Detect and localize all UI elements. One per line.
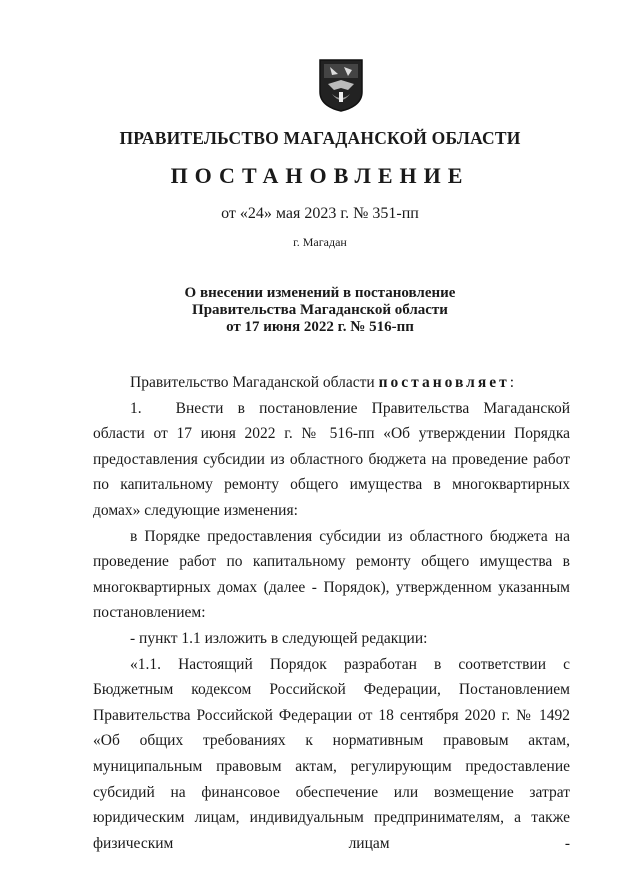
intro-keyword: постановляет (378, 374, 510, 391)
paragraph-3: - пункт 1.1 изложить в следующей редакции: (130, 629, 428, 647)
intro-suffix: : (509, 374, 515, 391)
paragraph-2: в Порядке предоставления субсидии из областного бюджета на проведение работ по капитальному ремонту общего имущества в многоквартирных домах (далее - Порядок), утвержденном указанным постановлением: (93, 527, 570, 622)
document-body (93, 370, 570, 856)
document-type: ПОСТАНОВЛЕНИЕ (170, 163, 470, 188)
intro-prefix: Правительство Магаданской области (130, 374, 379, 391)
title-line-3: от 17 июня 2022 г. № 516-пп (226, 319, 414, 335)
document-date-number: от «24» мая 2023 г. № 351-пп (221, 205, 419, 222)
title-line-2: Правительства Магаданской области (192, 302, 448, 318)
item-1-number: 1. (130, 399, 142, 417)
item-1-paragraph (93, 396, 570, 524)
item-1-text: Внести в постановление Правительства Магаданской области от 17 июня 2022 г. № 516-пп «Об утверждении Порядка предоставления субсидии из областного бюджета на проведение работ по капитальному ремонту общего имущества в многоквартирных домах» следующие изменения: (93, 399, 570, 519)
organization-name: ПРАВИТЕЛЬСТВО МАГАДАНСКОЙ ОБЛАСТИ (119, 128, 521, 148)
coat-of-arms-emblem (318, 58, 364, 112)
document-city: г. Магадан (293, 235, 347, 249)
paragraph-4: «1.1. Настоящий Порядок разработан в соответствии с Бюджетным кодексом Российской Федерации, Постановлением Правительства Российской Федерации от 18 сентября 2020 г. № 1492 «Об общих требованиях к нормативным правовым актам, муниципальным правовым актам, регулирующим предоставление субсидий на финансовое обеспечение или возмещение затрат юридическим лицам, индивидуальным предпринимателям, а также физическим лицам - (93, 655, 570, 852)
title-line-1: О внесении изменений в постановление (184, 285, 456, 301)
document-title (0, 285, 640, 336)
intro-paragraph (93, 370, 570, 396)
